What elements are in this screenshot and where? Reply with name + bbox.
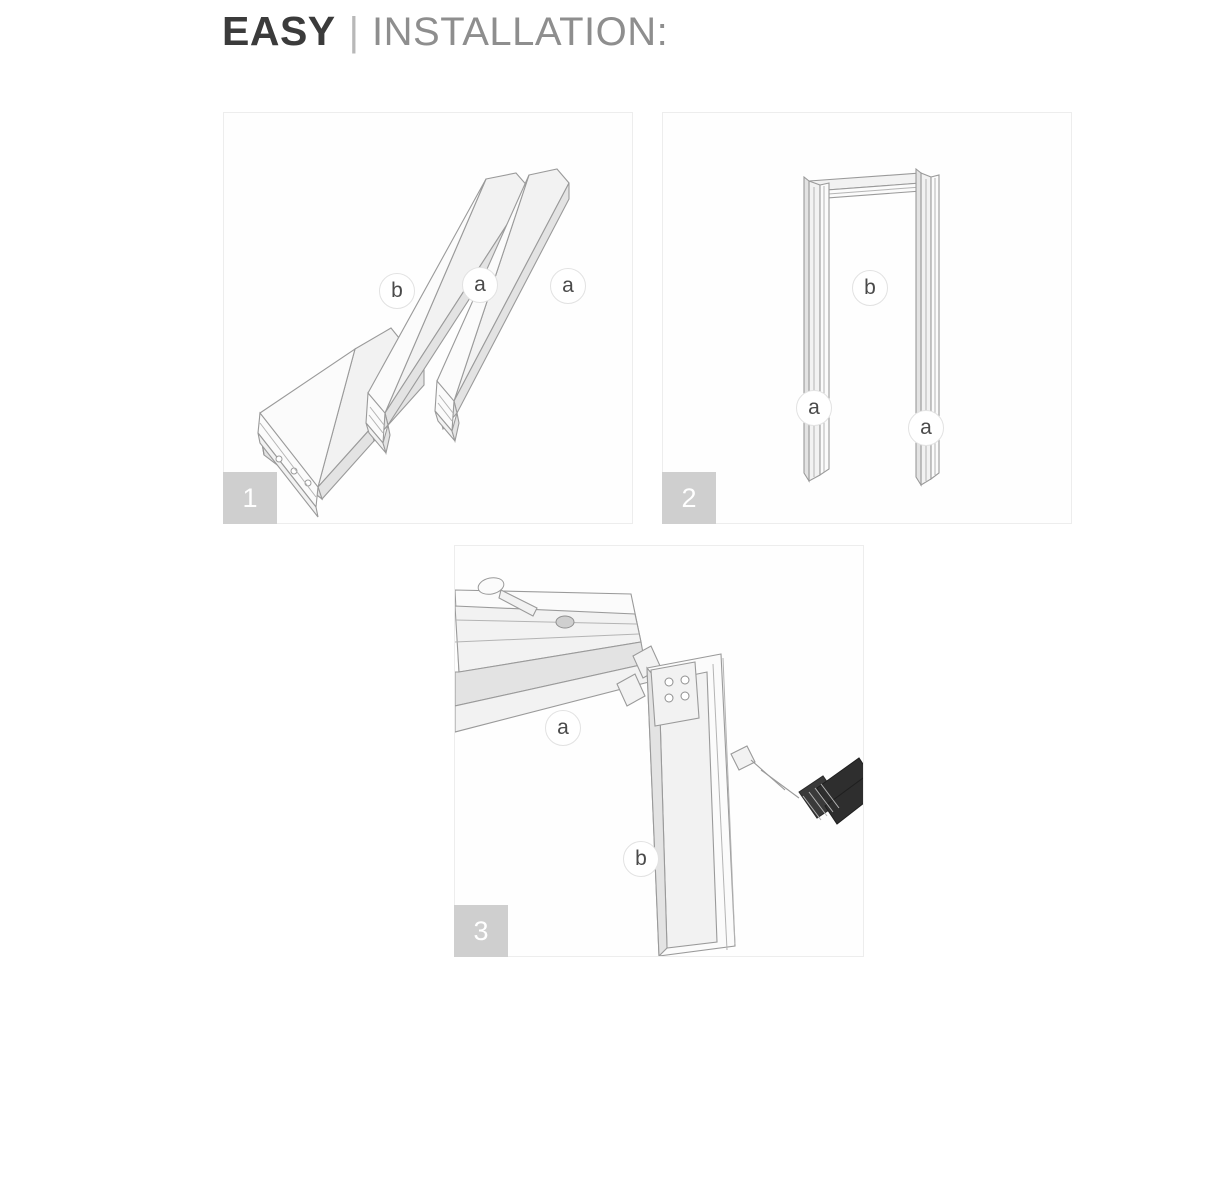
label-a-left-post: a [796, 390, 832, 426]
title-strong-text: EASY [222, 8, 336, 54]
cross-rail-shape [455, 575, 649, 732]
label-b-top-rail: b [852, 270, 888, 306]
frame-parts-diagram [224, 113, 632, 523]
step-badge-2: 2 [662, 472, 716, 524]
left-post-shape [804, 177, 829, 481]
label-a-cross-rail: a [545, 710, 581, 746]
label-a-right-post: a [908, 410, 944, 446]
drill-tool [761, 758, 863, 824]
illustration-panel-step-2 [662, 112, 1072, 524]
assembled-frame-diagram [663, 113, 1071, 523]
label-a-side-jamb-2: a [550, 268, 586, 304]
title-light-text: INSTALLATION: [372, 10, 669, 54]
step-badge-1: 1 [223, 472, 277, 524]
label-b-header-jamb: b [379, 273, 415, 309]
illustration-panel-step-1 [223, 112, 633, 524]
title-separator: | [348, 10, 360, 54]
vertical-post-shape [647, 654, 735, 956]
illustration-panel-step-3 [454, 545, 864, 957]
page-header [0, 0, 1214, 80]
screw-fixing-diagram [455, 546, 863, 956]
page-title [222, 8, 668, 55]
label-b-vertical-post: b [623, 841, 659, 877]
screw-shape [731, 746, 785, 790]
step-badge-3: 3 [454, 905, 508, 957]
label-a-side-jamb-1: a [462, 267, 498, 303]
